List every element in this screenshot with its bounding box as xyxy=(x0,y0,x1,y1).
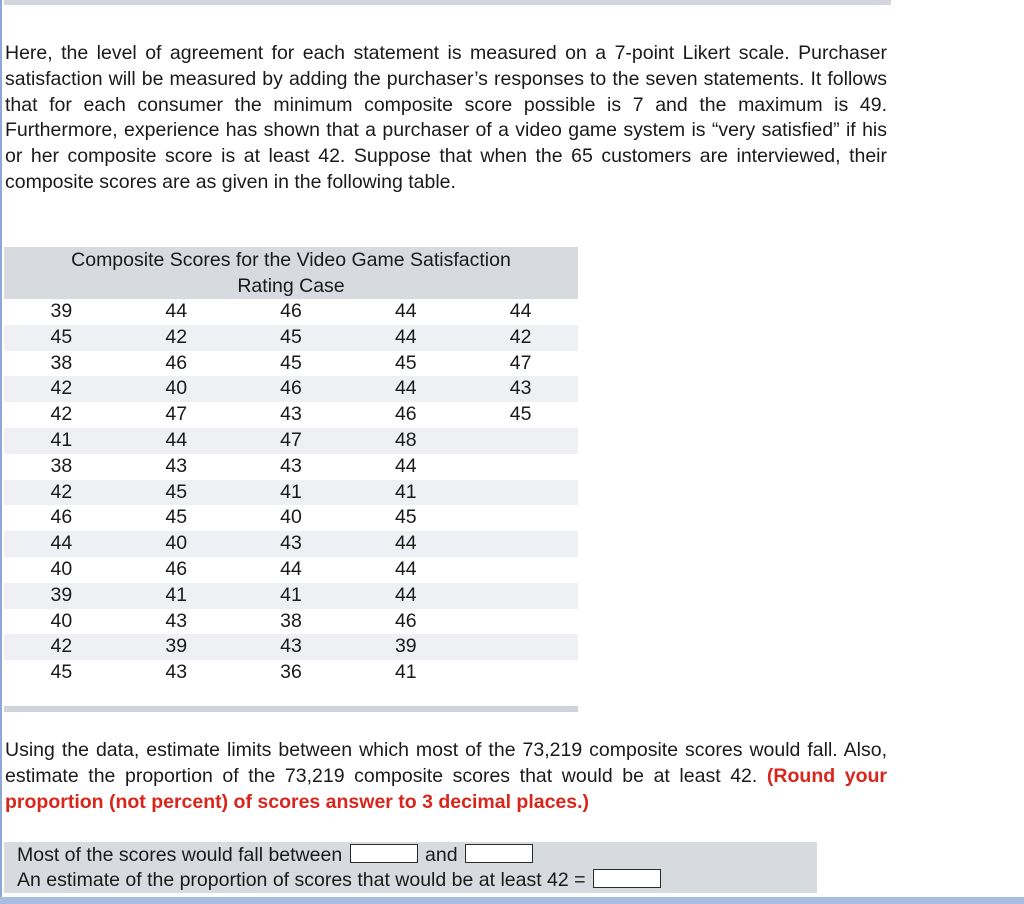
score-cell xyxy=(463,609,578,635)
score-cell: 40 xyxy=(50,609,73,632)
score-cell: 42 xyxy=(463,325,578,351)
score-cell: 42 xyxy=(4,634,119,660)
score-cell: 39 xyxy=(119,634,234,660)
proportion-input[interactable] xyxy=(593,869,661,888)
score-cell: 38 xyxy=(280,609,302,632)
score-cell: 44 xyxy=(394,454,417,477)
score-cell: 44 xyxy=(348,376,463,402)
score-cell: 43 xyxy=(165,661,188,684)
table-caption-line1: Composite Scores for the Video Game Satisfaction xyxy=(71,249,511,271)
score-cell: 48 xyxy=(348,428,463,454)
score-cell: 44 xyxy=(280,557,302,580)
score-cell: 45 xyxy=(50,661,73,684)
score-cell: 44 xyxy=(348,583,463,609)
score-cell xyxy=(463,428,578,454)
score-cell: 41 xyxy=(394,661,417,684)
score-cell: 44 xyxy=(394,557,417,580)
table-caption xyxy=(4,247,578,299)
proportion-answer-row xyxy=(17,868,663,892)
question-paragraph xyxy=(5,738,887,815)
score-cell: 46 xyxy=(50,506,73,529)
score-cell: 45 xyxy=(165,506,188,529)
table-row xyxy=(4,402,578,428)
score-cell xyxy=(463,634,578,660)
score-cell: 40 xyxy=(50,557,73,580)
score-cell: 45 xyxy=(234,325,349,351)
score-cell: 46 xyxy=(165,351,188,374)
table-row xyxy=(4,325,578,351)
score-cell: 40 xyxy=(280,506,302,529)
score-cell: 42 xyxy=(50,403,73,426)
score-cell: 41 xyxy=(234,583,349,609)
score-cell: 39 xyxy=(348,634,463,660)
score-cell: 46 xyxy=(234,376,349,402)
table-row xyxy=(4,351,578,377)
score-cell: 36 xyxy=(280,661,302,684)
limits-answer-row xyxy=(17,843,535,867)
score-cell: 42 xyxy=(4,376,119,402)
lower-limit-input[interactable] xyxy=(350,844,418,863)
score-cell: 47 xyxy=(234,428,349,454)
score-cell: 45 xyxy=(4,325,119,351)
table-row xyxy=(4,454,578,480)
score-cell: 45 xyxy=(119,480,234,506)
intro-paragraph: Here, the level of agreement for each statement is measured on a 7-point Likert scale. Purchaser satisfaction will be measured by adding the purchaser’s responses to the seven statements. It follows that for each consumer the minimum composite score possible is 7 and the maximum is 49. Furthermore, experience has shown that a purchaser of a video game system is “very satisfied” if his or her composite score is at least 42. Suppose that when the 65 customers are interviewed, their composite scores are as given in the following table. xyxy=(5,42,887,193)
table-caption-line2: Rating Case xyxy=(237,274,345,297)
scores-grid xyxy=(4,299,578,686)
proportion-prompt: An estimate of the proportion of scores that would be at least 42 = xyxy=(17,869,586,891)
score-cell xyxy=(463,454,578,480)
table-row xyxy=(4,505,578,531)
score-cell: 41 xyxy=(234,480,349,506)
score-cell: 42 xyxy=(4,480,119,506)
score-cell: 44 xyxy=(165,300,188,322)
score-cell: 43 xyxy=(165,454,188,477)
rounding-instruction: (Round your proportion (not percent) of scores answer to 3 decimal places.) xyxy=(5,764,887,813)
score-cell xyxy=(463,660,578,686)
score-cell: 41 xyxy=(4,428,119,454)
score-cell: 44 xyxy=(394,300,417,322)
limits-prompt: Most of the scores would fall between xyxy=(17,844,343,866)
score-cell: 47 xyxy=(509,351,532,374)
score-cell: 43 xyxy=(280,454,302,477)
score-cell: 45 xyxy=(280,351,302,374)
score-cell: 43 xyxy=(234,634,349,660)
table-row xyxy=(4,376,578,402)
table-bottom-rule xyxy=(4,706,578,712)
score-cell: 41 xyxy=(348,480,463,506)
upper-limit-input[interactable] xyxy=(465,844,533,863)
score-cell: 44 xyxy=(348,531,463,557)
left-border xyxy=(0,0,2,904)
score-cell: 38 xyxy=(50,454,73,477)
table-row xyxy=(4,583,578,609)
table-row xyxy=(4,660,578,686)
score-cell: 46 xyxy=(280,300,302,322)
score-cell xyxy=(463,480,578,506)
score-cell: 44 xyxy=(348,325,463,351)
table-row xyxy=(4,557,578,583)
table-row xyxy=(4,480,578,506)
score-cell xyxy=(463,505,578,531)
score-cell: 46 xyxy=(165,557,188,580)
score-cell: 40 xyxy=(119,531,234,557)
score-cell: 47 xyxy=(165,403,188,426)
score-cell: 39 xyxy=(4,583,119,609)
score-cell: 43 xyxy=(463,376,578,402)
score-cell: 45 xyxy=(394,506,417,529)
answer-panel xyxy=(4,842,817,893)
score-cell xyxy=(463,583,578,609)
score-cell: 45 xyxy=(509,403,532,426)
top-divider xyxy=(4,0,891,5)
table-row xyxy=(4,634,578,660)
table-row xyxy=(4,531,578,557)
composite-scores-table xyxy=(4,247,578,712)
table-row xyxy=(4,609,578,635)
score-cell: 45 xyxy=(394,351,417,374)
score-cell: 38 xyxy=(50,351,73,374)
score-cell: 44 xyxy=(4,531,119,557)
score-cell: 46 xyxy=(394,403,417,426)
bottom-divider xyxy=(0,897,1024,904)
score-cell: 46 xyxy=(394,609,417,632)
score-cell: 39 xyxy=(50,300,73,322)
score-cell: 44 xyxy=(509,300,532,322)
score-cell: 43 xyxy=(280,403,302,426)
score-cell: 40 xyxy=(119,376,234,402)
score-cell: 43 xyxy=(234,531,349,557)
score-cell: 41 xyxy=(119,583,234,609)
table-row xyxy=(4,428,578,454)
limits-connector: and xyxy=(425,844,458,866)
table-row xyxy=(4,299,578,325)
score-cell: 43 xyxy=(165,609,188,632)
score-cell xyxy=(463,557,578,583)
score-cell: 44 xyxy=(119,428,234,454)
score-cell xyxy=(463,531,578,557)
question-text: Using the data, estimate limits between which most of the 73,219 composite scores would fall. Also, estimate the proportion of the 73,219 composite scores that would be at least 42. xyxy=(5,739,887,787)
score-cell: 42 xyxy=(119,325,234,351)
